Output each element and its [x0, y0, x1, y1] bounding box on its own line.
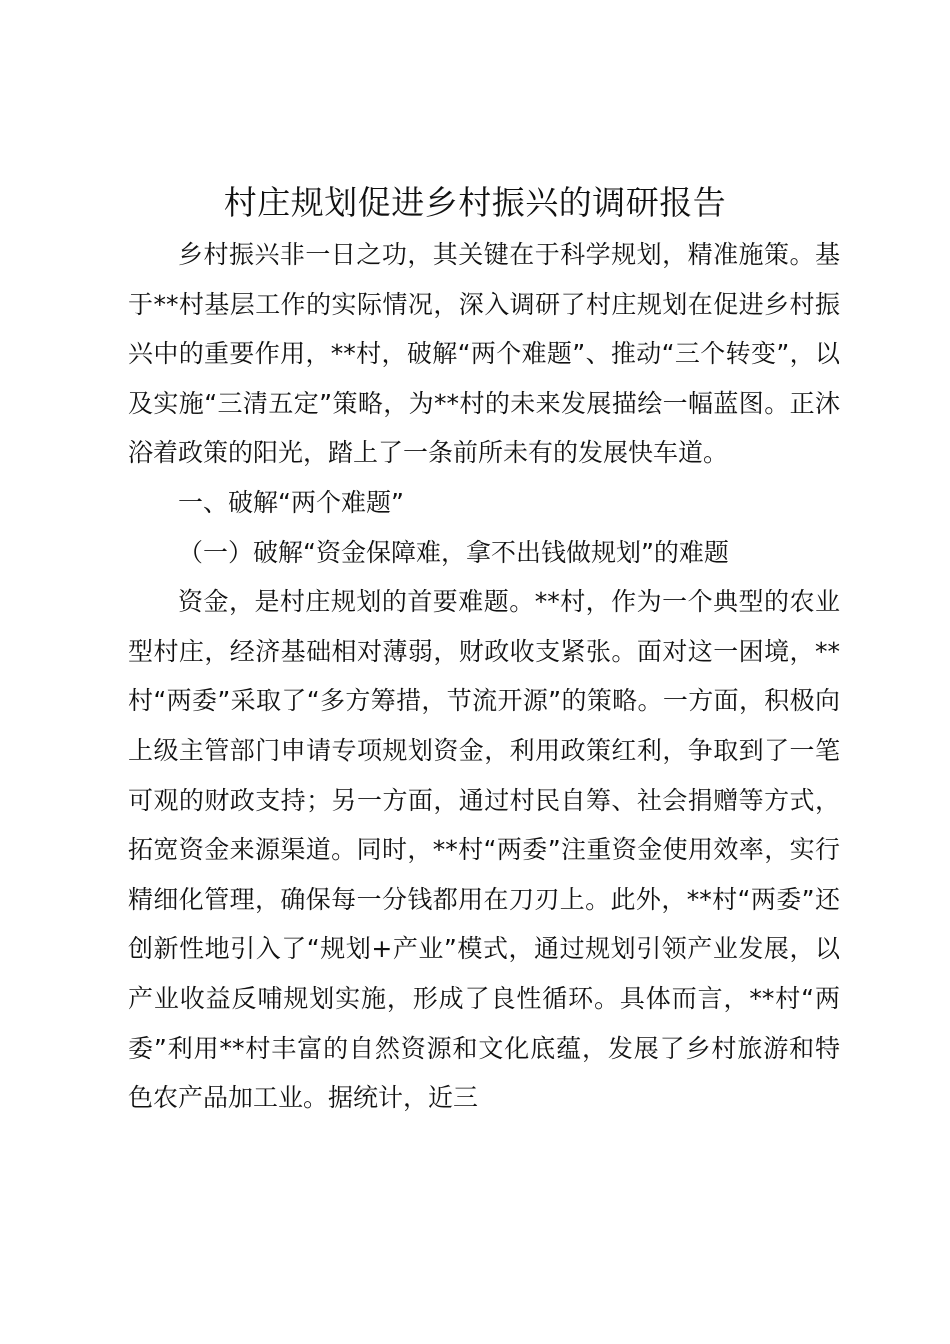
paragraph-intro: 乡村振兴非一日之功，其关键在于科学规划，精准施策。基于**村基层工作的实际情况，深入调研了村庄规划在促进乡村振兴中的重要作用，**村，破解“两个难题”、推动“三个转变”，以及实施“三清五定”策略，为**村的未来发展描绘一幅蓝图。正沐浴着政策的阳光，踏上了一条前所未有的发展快车道。 [128, 240, 840, 468]
paragraph-funding: 资金，是村庄规划的首要难题。**村，作为一个典型的农业型村庄，经济基础相对薄弱，财政收支紧张。面对这一困境，**村“两委”采取了“多方筹措，节流开源”的策略。一方面，积极向上级主管部门申请专项规划资金，利用政策红利，争取到了一笔可观的财政支持；另一方面，通过村民自筹、社会捐赠等方式，拓宽资金来源渠道。同时，**村“两委”注重资金使用效率，实行精细化管理，确保每一分钱都用在刀刃上。此外，**村“两委”还创新性地引入了“规划+产业”模式，通过规划引领产业发展，以产业收益反哺规划实施，形成了良性循环。具体而言，**村“两委”利用**村丰富的自然资源和文化底蕴，发展了乡村旅游和特色农产品加工业。据统计，近三 [128, 587, 840, 1113]
document-body [128, 230, 840, 1123]
section-heading: 一、破解“两个难题” [178, 487, 404, 517]
document-title: 村庄规划促进乡村振兴的调研报告 [223, 183, 727, 222]
subsection-heading: （一）破解“资金保障难，拿不出钱做规划”的难题 [178, 537, 729, 567]
